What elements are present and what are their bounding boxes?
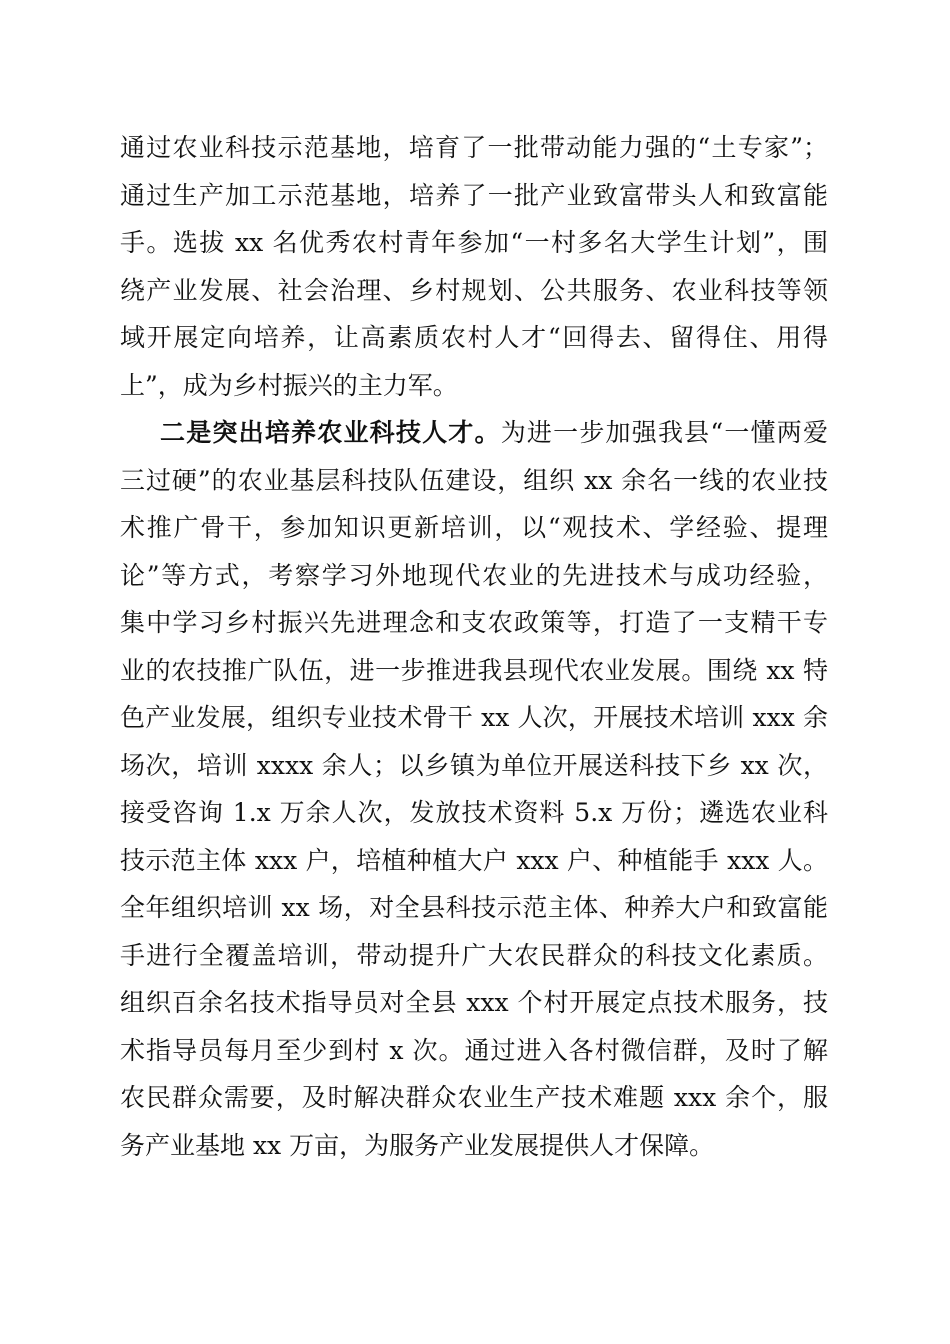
paragraph-lead-heading: 二是突出培养农业科技人才。	[160, 418, 501, 447]
text-line: 上”，成为乡村振兴的主力军。	[120, 370, 458, 400]
text-line: 农民群众需要，及时解决群众农业生产技术难题 xxx 余个，服	[120, 1083, 828, 1112]
text-line: 业的农技推广队伍，进一步推进我县现代农业发展。围绕 xx 特	[120, 655, 828, 685]
text-line: 通过农业科技示范基地，培育了一批带动能力强的“土专家”；	[120, 133, 828, 162]
paragraph-1	[120, 124, 828, 409]
text-line: 术指导员每月至少到村 x 次。通过进入各村微信群，及时了解	[120, 1035, 828, 1065]
text-line: 三过硬”的农业基层科技队伍建设，组织 xx 余名一线的农业技	[120, 465, 828, 495]
first-line-rest: 为进一步加强我县“一懂两爱	[500, 418, 828, 447]
text-line: 通过生产加工示范基地，培养了一批产业致富带头人和致富能	[120, 180, 828, 210]
text-line: 组织百余名技术指导员对全县 xxx 个村开展定点技术服务，技	[120, 988, 828, 1017]
text-line: 论”等方式，考察学习外地现代农业的先进技术与成功经验，	[120, 560, 828, 590]
text-line: 技示范主体 xxx 户，培植种植大户 xxx 户、种植能手 xxx 人。	[120, 845, 828, 875]
document-body	[120, 124, 828, 1169]
text-line: 域开展定向培养，让高素质农村人才“回得去、留得住、用得	[120, 323, 828, 352]
text-line: 集中学习乡村振兴先进理念和支农政策等，打造了一支精干专	[120, 608, 828, 637]
text-line: 务产业基地 xx 万亩，为服务产业发展提供人才保障。	[120, 1130, 715, 1160]
text-line: 全年组织培训 xx 场，对全县科技示范主体、种养大户和致富能	[120, 893, 828, 922]
text-line: 绕产业发展、社会治理、乡村规划、公共服务、农业科技等领	[120, 275, 828, 305]
text-line: 色产业发展，组织专业技术骨干 xx 人次，开展技术培训 xxx 余	[120, 703, 828, 732]
paragraph-2	[120, 409, 828, 1169]
text-line-first	[120, 409, 828, 457]
text-line: 场次，培训 xxxx 余人；以乡镇为单位开展送科技下乡 xx 次，	[120, 750, 828, 780]
text-line: 术推广骨干，参加知识更新培训，以“观技术、学经验、提理	[120, 513, 828, 542]
text-line: 接受咨询 1.x 万余人次，发放技术资料 5.x 万份；遴选农业科	[120, 798, 828, 827]
text-line: 手进行全覆盖培训，带动提升广大农民群众的科技文化素质。	[120, 940, 828, 970]
text-line: 手。选拔 xx 名优秀农村青年参加“一村多名大学生计划”，围	[120, 228, 828, 257]
